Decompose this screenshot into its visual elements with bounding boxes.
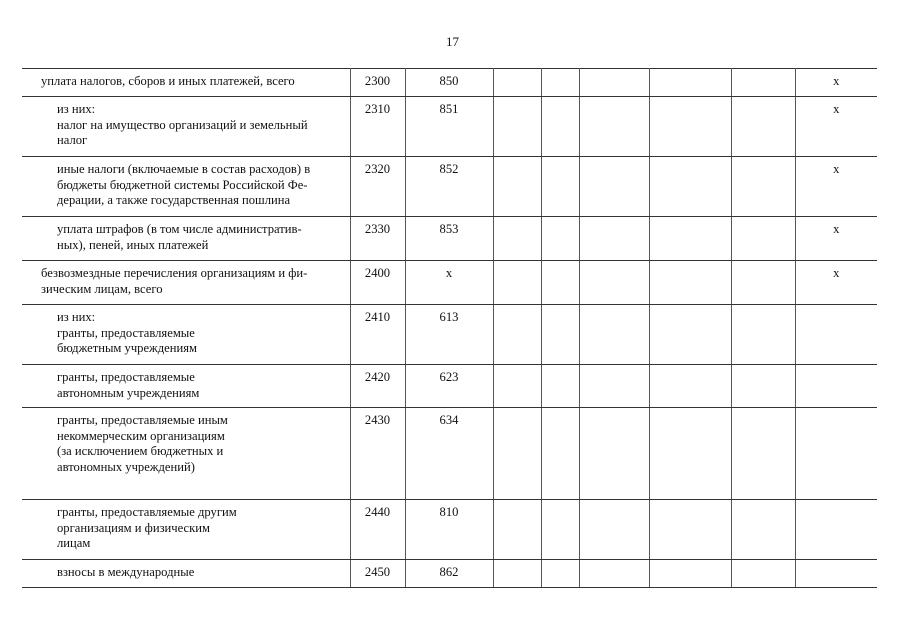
row-name-cell xyxy=(22,157,350,217)
row-value-cell xyxy=(649,408,731,500)
row-value-cell xyxy=(493,69,541,97)
row-name-cell xyxy=(22,305,350,365)
row-code-cell: 2330 xyxy=(350,217,405,261)
row-name-cell xyxy=(22,69,350,97)
row-name-cell xyxy=(22,97,350,157)
row-value-cell xyxy=(493,157,541,217)
row-mark-cell: x xyxy=(795,157,877,217)
row-name-line: безвозмездные перечисления организациям и фи- xyxy=(41,266,308,280)
table-row xyxy=(22,500,877,560)
row-code-cell: 2420 xyxy=(350,365,405,408)
row-name-line: организациям и физическим xyxy=(57,520,210,535)
row-code-cell: 2450 xyxy=(350,560,405,588)
row-name-line: (за исключением бюджетных и xyxy=(57,444,224,458)
budget-expenditure-table xyxy=(22,68,877,588)
row-code-cell: 2400 xyxy=(350,261,405,305)
row-name-line: из них: xyxy=(57,102,96,116)
row-value-cell xyxy=(649,97,731,157)
row-value-cell xyxy=(579,261,649,305)
row-mark-cell xyxy=(795,560,877,588)
row-kbk-cell: 853 xyxy=(405,217,493,261)
row-name-line: бюджетным учреждениям xyxy=(57,341,197,355)
row-name-line: из них: xyxy=(57,310,96,324)
row-value-cell xyxy=(579,500,649,560)
row-name-cell xyxy=(22,365,350,408)
row-name-cell xyxy=(22,217,350,261)
row-kbk-cell: 810 xyxy=(405,500,493,560)
row-value-cell xyxy=(493,500,541,560)
row-name-line: автономным учреждениям xyxy=(57,385,200,400)
row-value-cell xyxy=(649,560,731,588)
row-name-line: гранты, предоставляемые xyxy=(57,325,195,340)
row-value-cell xyxy=(731,97,795,157)
row-value-cell xyxy=(579,365,649,408)
row-kbk-cell: 634 xyxy=(405,408,493,500)
row-value-cell xyxy=(579,305,649,365)
row-value-cell xyxy=(731,365,795,408)
row-name-line: налог xyxy=(57,133,88,147)
table-row xyxy=(22,365,877,408)
row-value-cell xyxy=(493,365,541,408)
row-kbk-cell: 852 xyxy=(405,157,493,217)
row-value-cell xyxy=(649,217,731,261)
row-name-line: зическим лицам, всего xyxy=(41,281,163,296)
row-name-line: автономных учреждений) xyxy=(57,459,195,474)
row-value-cell xyxy=(579,69,649,97)
row-value-cell xyxy=(541,500,579,560)
row-value-cell xyxy=(541,408,579,500)
table-row xyxy=(22,408,877,500)
row-value-cell xyxy=(649,500,731,560)
row-name-line: иные налоги (включаемые в состав расходов) в xyxy=(57,162,311,176)
table-row xyxy=(22,217,877,261)
row-mark-cell: x xyxy=(795,69,877,97)
row-mark-cell xyxy=(795,500,877,560)
row-value-cell xyxy=(541,97,579,157)
row-kbk-cell: x xyxy=(405,261,493,305)
table-row xyxy=(22,97,877,157)
row-name-line: гранты, предоставляемые другим xyxy=(57,505,237,519)
table-row xyxy=(22,305,877,365)
row-mark-cell: x xyxy=(795,261,877,305)
row-value-cell xyxy=(731,500,795,560)
row-mark-cell xyxy=(795,408,877,500)
row-mark-cell: x xyxy=(795,97,877,157)
row-value-cell xyxy=(579,97,649,157)
row-name-line: дерации, а также государственная пошлина xyxy=(57,193,291,207)
row-kbk-cell: 851 xyxy=(405,97,493,157)
row-value-cell xyxy=(541,305,579,365)
row-code-cell: 2430 xyxy=(350,408,405,500)
row-name-line: ных), пеней, иных платежей xyxy=(57,237,209,252)
row-value-cell xyxy=(731,69,795,97)
table-row xyxy=(22,157,877,217)
row-kbk-cell: 862 xyxy=(405,560,493,588)
row-value-cell xyxy=(541,365,579,408)
row-value-cell xyxy=(731,305,795,365)
row-value-cell xyxy=(493,97,541,157)
row-value-cell xyxy=(541,560,579,588)
row-value-cell xyxy=(649,365,731,408)
row-mark-cell xyxy=(795,365,877,408)
row-name-line: уплата налогов, сборов и иных платежей, всего xyxy=(41,74,295,88)
row-name-line: уплата штрафов (в том числе административ- xyxy=(57,222,302,236)
row-mark-cell xyxy=(795,305,877,365)
row-name-line: взносы в международные xyxy=(57,565,195,579)
row-value-cell xyxy=(731,157,795,217)
row-value-cell xyxy=(541,261,579,305)
row-name-line: налог на имущество организаций и земельный xyxy=(57,117,308,132)
row-kbk-cell: 623 xyxy=(405,365,493,408)
row-value-cell xyxy=(649,157,731,217)
table-row xyxy=(22,69,877,97)
row-value-cell xyxy=(541,69,579,97)
row-value-cell xyxy=(493,408,541,500)
row-value-cell xyxy=(541,157,579,217)
row-name-cell xyxy=(22,408,350,500)
row-value-cell xyxy=(649,261,731,305)
page-number: 17 xyxy=(446,34,459,49)
table-body xyxy=(22,69,877,588)
row-value-cell xyxy=(649,305,731,365)
row-kbk-cell: 850 xyxy=(405,69,493,97)
row-value-cell xyxy=(493,305,541,365)
row-mark-cell: x xyxy=(795,217,877,261)
row-name-line: гранты, предоставляемые xyxy=(57,370,195,384)
row-value-cell xyxy=(649,69,731,97)
row-value-cell xyxy=(579,157,649,217)
row-name-cell xyxy=(22,500,350,560)
row-value-cell xyxy=(493,261,541,305)
row-value-cell xyxy=(579,408,649,500)
row-value-cell xyxy=(579,560,649,588)
table-row xyxy=(22,560,877,588)
row-value-cell xyxy=(579,217,649,261)
row-name-line: гранты, предоставляемые иным xyxy=(57,413,228,427)
row-code-cell: 2320 xyxy=(350,157,405,217)
row-name-line: бюджеты бюджетной системы Российской Фе- xyxy=(57,177,308,192)
table-row xyxy=(22,261,877,305)
row-value-cell xyxy=(731,217,795,261)
row-code-cell: 2310 xyxy=(350,97,405,157)
row-name-cell xyxy=(22,560,350,588)
row-name-cell xyxy=(22,261,350,305)
row-name-line: лицам xyxy=(57,536,91,550)
row-name-line: некоммерческим организациям xyxy=(57,428,225,443)
row-value-cell xyxy=(731,261,795,305)
row-code-cell: 2410 xyxy=(350,305,405,365)
row-value-cell xyxy=(493,217,541,261)
row-code-cell: 2440 xyxy=(350,500,405,560)
row-code-cell: 2300 xyxy=(350,69,405,97)
row-value-cell xyxy=(731,560,795,588)
row-value-cell xyxy=(731,408,795,500)
row-value-cell xyxy=(493,560,541,588)
row-kbk-cell: 613 xyxy=(405,305,493,365)
row-value-cell xyxy=(541,217,579,261)
